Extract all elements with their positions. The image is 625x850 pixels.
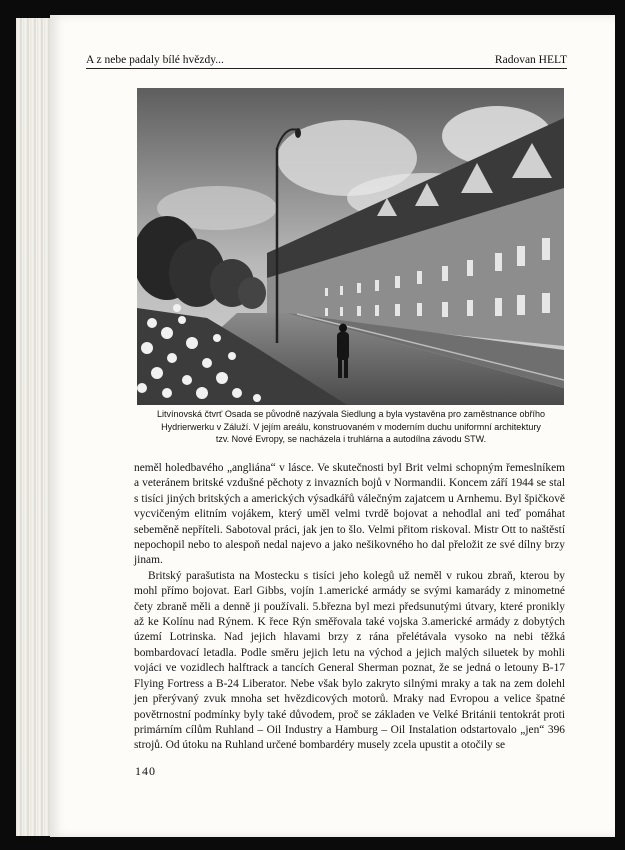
- header-author: Radovan HELT: [494, 54, 567, 66]
- body-text: [134, 461, 565, 754]
- caption-line: Hydrierwerku v Záluží. V jejím areálu, konstruovaném v moderním duchu uniformní architektury: [161, 421, 541, 432]
- paragraph: neměl holedbavého „angliána“ v lásce. Ve skutečnosti byl Brit velmi schopným řemeslníkem a veteránem britské vzdušné pěchoty z invazních bojů v Normandii. Koncem září 1944 se stal s tisíci jiných britských a amerických výsadkářů válečným zajatcem u Arnhemu. Byl špičkově vycvičeným elitním vojákem, který uměl velmi tvrdě bojovat a nehodlal ani teď pomáhat sebeměně nepříteli. Sabotoval práci, jak jen to šlo. Velmi přitom riskoval. Mistr Ott to naštěstí nepochopil nebo to alespoň nedal najevo a jako nešikovného ho dal přeložit ze své dílny brzy jinam.: [134, 462, 565, 567]
- street-photo: [137, 88, 564, 405]
- paragraph: Britský parašutista na Mostecku s tisíci jeho kolegů už neměl v rukou zbraň, kterou by mohl přímo bojovat. Earl Gibbs, vojín 1.americké armády se svými kamarády z minometné čety zbraně měli a denně ji používali. 5.března byl mezi předsunutými útvary, které pronikly až ke Kolínu nad Rýnem. K řece Rýn směřovala také vojska 3.americké armády z dobytých území Lotrinska. Nad jejich hlavami brzy z rána přelétávala vysoko na nebi těžká bombardovací letadla. Podle směru jejich letu na východ a jejich malých siluetek by mohli vojáci ve vozidlech halftrack a tancích General Sherman poznat, že se jedná o letouny B-17 Flying Fortress a B-24 Liberator. Nebe však bylo zakryto silnými mraky a tak na zem dolehl jen přerývaný zvuk mnoha set hvězdicových motorů. Mraky nad Evropou a velice špatné povětrnostní podmínky byly také důvodem, proč se základen ve Velké Británii tentokrát proti primárním cílům Ruhland – Oil Industry a Hamburg – Oil Instalation odstartovalo „jen“ 396 strojů. Od útoku na Ruhland určené bombardéry musely zcela upustit a otočily se: [134, 569, 565, 752]
- caption-line: Litvínovská čtvrť Osada se původně nazývala Siedlung a byla vystavěna pro zaměstnance obřího: [156, 409, 546, 419]
- photo-street-housing-icon: [137, 88, 564, 405]
- header-book-title: A z nebe padaly bílé hvězdy...: [86, 54, 224, 66]
- page-number: 140: [135, 764, 156, 778]
- running-header: [86, 54, 567, 69]
- photo-caption: [134, 408, 568, 446]
- caption-line: tzv. Nové Evropy, se nacházela i truhlárna a autodílna závodu STW.: [215, 434, 487, 444]
- book-page-edges: [16, 18, 53, 836]
